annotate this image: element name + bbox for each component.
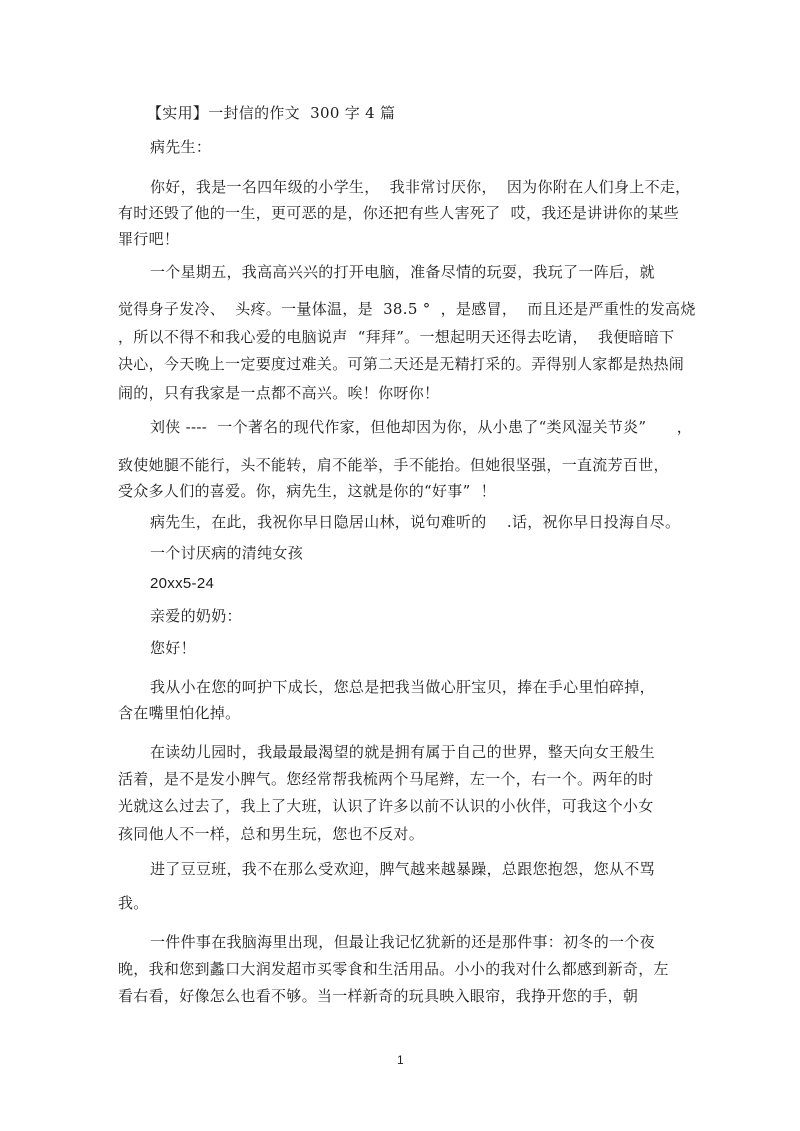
text-line: 致使她腿不能行，头不能转，肩不能举，手不能抬。但她很坚强，一直流芳百世，: [118, 456, 669, 474]
text-line: 刘侠 ---- 一个著名的现代作家，但他却因为你，从小患了“类风湿关节炎” ，: [150, 418, 693, 436]
text-line: 有时还毁了他的一生，更可恶的是，你还把有些人害死了 哎，我还是讲讲你的某些: [118, 204, 679, 222]
text-line: 你好，我是一名四年级的小学生， 我非常讨厌你， 因为你附在人们身上不走，: [150, 178, 691, 196]
salutation: 亲爱的奶奶：: [150, 607, 242, 625]
text-line: 含在嘴里怕化掉。: [118, 704, 241, 722]
text-line: 进了豆豆班，我不在那么受欢迎，脾气越来越暴躁，总跟您抱怨，您从不骂: [150, 860, 655, 878]
date: 20xx5-24: [150, 575, 215, 592]
text-line: 孩同他人不一样，总和男生玩，您也不反对。: [118, 825, 425, 843]
text-line: 闹的，只有我家是一点都不高兴。唉！你呀你！: [118, 384, 440, 402]
page-number: 1: [397, 1053, 404, 1067]
text-line: 看右看，好像怎么也看不够。当一样新奇的玩具映入眼帘，我挣开您的手，朝: [118, 987, 639, 1005]
text-line: 晚，我和您到蠡口大润发超市买零食和生活用品。小小的我对什么都感到新奇，左: [118, 960, 669, 978]
greeting: 您好！: [150, 639, 196, 657]
text-line: 光就这么过去了，我上了大班，认识了许多以前不认识的小伙伴，可我这个小女: [118, 797, 654, 815]
text-line: 我。: [118, 894, 149, 912]
text-line: 一个星期五，我高高兴兴的打开电脑，准备尽情的玩耍，我玩了一阵后，就: [150, 263, 655, 281]
text-line: 罪行吧！: [118, 230, 180, 248]
text-line: 我从小在您的呵护下成长，您总是把我当做心肝宝贝，捧在手心里怕碎掉，: [150, 678, 655, 696]
text-line: 病先生，在此，我祝你早日隐居山林，说句难听的 .话，祝你早日投海自尽。: [150, 513, 681, 531]
document-title: 【实用】一封信的作文 300 字 4 篇: [147, 104, 396, 122]
text-line: 觉得身子发冷、 头疼。一量体温，是 38.5 ° ，是感冒， 而且还是严重性的发高烧: [118, 300, 696, 318]
text-line: 受众多人们的喜爱。你，病先生，这就是你的“好事” ！: [118, 482, 496, 500]
salutation: 病先生：: [150, 138, 212, 156]
text-line: 决心，今天晚上一定要度过难关。可第二天还是无精打采的。弄得别人家都是热热闹: [118, 355, 685, 373]
signature: 一个讨厌病的清纯女孩: [150, 544, 304, 562]
text-line: 一件件事在我脑海里出现，但最让我记忆犹新的还是那件事：初冬的一个夜: [150, 933, 655, 951]
text-line: 活着，是不是发小脾气。您经常帮我梳两个马尾辫，左一个，右一个。两年的时: [118, 770, 654, 788]
text-line: ，所以不得不和我心爱的电脑说声 “拜拜”。一想起明天还得去吃请， 我便暗暗下: [118, 328, 675, 346]
text-line: 在读幼儿园时，我最最最渴望的就是拥有属于自己的世界，整天向女王般生: [150, 743, 655, 761]
